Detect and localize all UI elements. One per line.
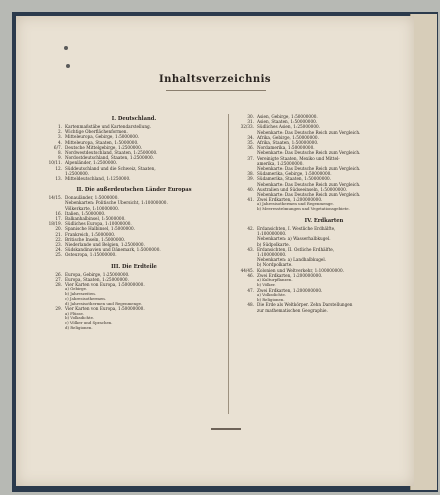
toc-entry-text: Erdansichten, I. Westliche Erdhälfte, <box>257 226 336 232</box>
section-heading: I. Deutschland. <box>111 116 157 122</box>
toc-entry-number: 20. <box>55 226 62 232</box>
title-rule <box>166 90 266 91</box>
toc-entry-text: Nordwestdeutschland, Staaten, 1:2500000. <box>65 150 158 156</box>
toc-entry-text: 1:100000000. <box>257 252 287 258</box>
section-heading: IV. Erdkarten <box>304 218 344 225</box>
toc-subentry: d) Jahresisothermen und Regenmenge. <box>65 301 143 306</box>
toc-entry-text: Südamerika, Staaten, 1:50000000. <box>257 176 332 182</box>
toc-entry-number: 42. <box>247 226 254 232</box>
toc-subentry: a) Flüsse. <box>65 311 85 316</box>
toc-entry-text: Südliches Asien, 1:25000000. <box>257 124 320 130</box>
toc-entry-text: 1:2500000. <box>65 170 90 176</box>
toc-entry-number: 40. <box>247 186 254 192</box>
column-divider <box>228 114 229 414</box>
toc-entry-text: Mitteleuropa, Staaten, 1:5000000. <box>65 139 139 145</box>
toc-entry-text: Nebenkarte: Das Deutsche Reich zum Vergleich. <box>257 129 361 135</box>
toc-entry-number: 36. <box>247 145 254 151</box>
toc-entry-text: Wichtige Oberflächenformen. <box>65 129 128 135</box>
toc-entry-number: 32/33. <box>240 124 254 130</box>
toc-entry-text: Kolonien und Weltverkehr, 1:100000000. <box>257 267 344 273</box>
toc-entry-text: Deutsche Mittelgebirge, 1:2500000. <box>65 144 143 150</box>
toc-entry-text: Zwei Erdkarten, 1:200000000. <box>257 287 323 293</box>
toc-subentry: a) Kulturpflanzen. <box>257 278 293 283</box>
toc-entry-text: Süddeutschland und die Schweiz, Staaten, <box>65 165 156 171</box>
punch-hole-bottom <box>66 64 70 68</box>
toc-entry-number: 27. <box>55 276 62 282</box>
toc-entry-text: Spanische Halbinsel, 1:5000000. <box>65 226 135 232</box>
toc-entry-number: 14/15. <box>48 195 62 201</box>
toc-entry-number: 38. <box>247 171 254 177</box>
toc-entry-number: 35. <box>247 140 254 146</box>
toc-entry-number: 10/11. <box>48 160 62 166</box>
toc-subentry: a) Jahresisothermen und Regenmenge. <box>257 202 334 207</box>
toc-entry-text: Balkanhalbinsel, 1:5000000. <box>65 216 126 222</box>
toc-entry <box>234 308 414 313</box>
toc-entry-text: Alpenländer, 1:2500000. <box>65 160 118 166</box>
toc-subentry: b) Religionen. <box>257 297 285 302</box>
toc-entry-text: Die Erde als Weltkörper. Zehn Darstellungen <box>257 302 353 308</box>
toc-subentry: c) Völker und Sprachen. <box>65 321 113 326</box>
toc-entry-text: Vier Karten von Europa, 1:50000000. <box>65 282 145 288</box>
toc-entry-number: 12. <box>55 165 62 171</box>
toc-entry-number: 3. <box>58 134 62 140</box>
toc-entry-text: Mitteldeutschland, 1:1250000. <box>65 176 131 182</box>
toc-entry-text: Europa, Staaten, 1:25000000. <box>65 276 129 282</box>
toc-entry-text: Osteuropa, 1:15000000. <box>65 252 117 258</box>
toc-entry-text: Italien, 1:5000000. <box>65 210 106 216</box>
toc-entry-text: Nebenkarte: Das Deutsche Reich zum Vergleich. <box>257 181 361 187</box>
toc-entry-text: Britische Inseln, 1:5000000. <box>65 236 126 242</box>
toc-entry-number: 44/45. <box>240 267 254 273</box>
toc-entry-text: Zwei Erdkarten, 1:200000000. <box>257 272 323 278</box>
toc-entry-text: Völkerkarte, 1:10000000. <box>65 205 120 211</box>
right-column <box>234 114 414 313</box>
toc-entry-number: 48. <box>247 302 254 308</box>
toc-entry <box>42 176 226 181</box>
toc-entry-text: Vier Karten von Europa, 1:50000000. <box>65 306 145 312</box>
toc-entry-text: Niederlande und Belgien, 1:2500000. <box>65 242 145 248</box>
toc-entry-number: 43. <box>247 246 254 252</box>
toc-entry-number: 25. <box>55 252 62 258</box>
toc-entry-number: 21. <box>55 231 62 237</box>
toc-entry-text: Kartenmaßstäbe und Kartendarstellung. <box>65 124 152 129</box>
section-heading: III. Die Erdteile <box>111 263 157 270</box>
toc-entry-text: Südliches Europa, 1:10000000. <box>65 221 132 227</box>
toc-entry-text: Nordamerika, 1:50000000. <box>257 145 315 151</box>
toc-entry-text: Zwei Erdkarten, 1:200000000. <box>257 197 323 203</box>
toc-entry-number: 46. <box>247 272 254 278</box>
toc-entry-text: Nordostdeutschland, Staaten, 1:2500000. <box>65 155 154 161</box>
document-page <box>16 16 414 486</box>
toc-subentry: b) Jahreszeiten. <box>65 292 96 297</box>
toc-entry-text: Nebenkarten: a) Wasserhalbkugel. <box>257 236 331 242</box>
toc-subentry: a) Gebirge. <box>65 287 88 292</box>
toc-entry-text: b) Nordpolkarte. <box>257 262 293 268</box>
toc-subentry: d) Religionen. <box>65 326 93 331</box>
toc-entry-number: 41. <box>247 197 254 203</box>
toc-entry-text: Südskandinavien und Dänemark, 1:5000000. <box>65 247 161 253</box>
toc-entry-number: 9. <box>58 155 62 161</box>
toc-entry-text: Nebenkarte: Das Deutsche Reich zum Vergleich. <box>257 192 361 198</box>
toc-entry-number: 16. <box>55 210 62 216</box>
toc-entry-text: Nebenkarte: Das Deutsche Reich zum Vergleich. <box>257 166 361 172</box>
toc-entry-number: 13. <box>55 176 62 182</box>
toc-entry-number: 4. <box>58 139 62 145</box>
toc-entry-text: Asien, Staaten, 1:50000000. <box>257 119 318 125</box>
toc-entry-text: Frankreich, 1:5000000. <box>65 231 116 237</box>
toc-entry-number: 18/19. <box>48 221 62 227</box>
toc-entry-number: 28. <box>55 282 62 288</box>
toc-entry-number: 2. <box>58 129 62 135</box>
toc-entry-number <box>234 308 257 313</box>
toc-entry-number: 29. <box>55 306 62 312</box>
toc-entry-text: Donauländer, 1:5000000. <box>65 195 119 201</box>
toc-entry-text: Asien, Gebirge, 1:50000000. <box>257 114 318 119</box>
section-heading: II. Die außerdeutschen Länder Europas <box>76 187 192 194</box>
left-column <box>42 114 226 331</box>
end-ornament-rule <box>211 428 241 430</box>
toc-entry-number: 6/7. <box>53 144 62 150</box>
toc-subentry: c) Jahresisothermen. <box>65 296 107 301</box>
toc-entry-number: 23. <box>55 242 62 248</box>
toc-entry-number: 31. <box>247 119 254 125</box>
toc-entry-text: Australien und Südseeinseln, 1:50000000. <box>257 186 348 192</box>
toc-entry-text: amerika, 1:25000000. <box>257 160 304 166</box>
page-title: Inhaltsverzeichnis <box>158 74 272 85</box>
toc-entry-number: 22. <box>55 236 62 242</box>
toc-entry-text: Erdansichten, II. Östliche Erdhälfte, <box>257 246 335 252</box>
toc-subentry: b) Völker. <box>257 282 276 287</box>
toc-entry-text: Afrika, Gebirge, 1:50000000. <box>257 134 319 140</box>
toc-entry-text: Nebenkarte: Das Deutsche Reich zum Vergleich. <box>257 150 361 156</box>
toc-subentry: a) Volksdichte. <box>257 292 286 297</box>
toc-entry-number: 34. <box>247 134 254 140</box>
toc-entry-text: Nebenkarten: a) Landhalbkugel. <box>257 257 327 263</box>
toc-subentry: b) Meeresströmungen und Vegetationsgebiete. <box>257 207 350 212</box>
toc-entry-text: zur mathematischen Geographie. <box>257 307 328 313</box>
toc-subentry: b) Volksdichte. <box>65 316 95 321</box>
toc-entry-text: Vereinigte Staaten, Mexiko und Mittel- <box>257 155 340 161</box>
toc-entry-number: 8. <box>58 150 62 156</box>
toc-entry-text: Südamerika, Gebirge, 1:50000000. <box>257 171 332 177</box>
punch-hole-top <box>64 46 68 50</box>
next-page-edge <box>410 14 437 490</box>
toc-entry-number: 39. <box>247 176 254 182</box>
toc-entry-text: b) Südpolkarte. <box>257 241 290 247</box>
toc-entry-number: 47. <box>247 287 254 293</box>
toc-entry-text: Nebenkarten: Politische Übersicht, 1:10000000. <box>65 200 168 206</box>
toc-entry-text: 1:100000000. <box>257 231 287 237</box>
toc-entry-text: Afrika, Staaten, 1:50000000. <box>257 140 319 146</box>
toc-entry-text: Mitteleuropa, Gebirge, 1:5000000. <box>65 134 140 140</box>
toc-entry-number: 17. <box>55 216 62 222</box>
toc-entry-number: 1. <box>58 124 62 129</box>
toc-entry-number: 37. <box>247 155 254 161</box>
toc-entry-text: Europa, Gebirge, 1:25000000. <box>65 271 130 277</box>
toc-entry-number: 24. <box>55 247 62 253</box>
toc-entry-number: 30. <box>247 114 254 119</box>
toc-entry <box>42 252 226 257</box>
toc-entry-number: 26. <box>55 271 62 277</box>
